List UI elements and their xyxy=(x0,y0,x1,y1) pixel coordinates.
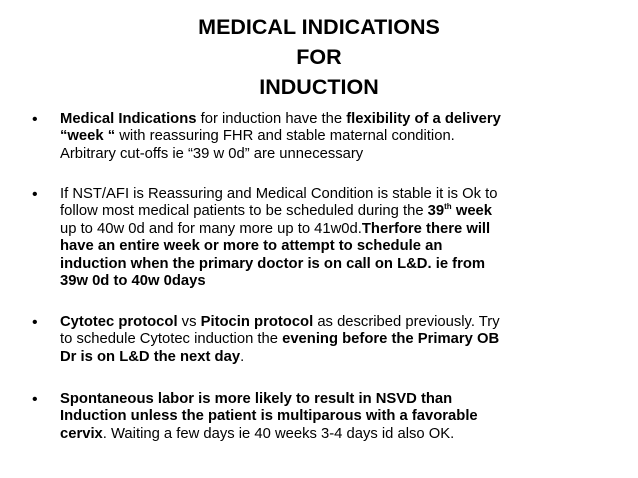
bold-text: cervix xyxy=(60,425,103,442)
bullet-dot-icon: • xyxy=(32,391,38,408)
bullet-line xyxy=(60,128,620,145)
bullet-line xyxy=(60,111,620,128)
bold-text: Pitocin protocol xyxy=(200,314,314,330)
bullet-dot-icon: • xyxy=(32,111,38,128)
text-span: If NST/AFI is Reassuring and Medical Condition is stable it is Ok to xyxy=(60,186,498,202)
text-span: vs xyxy=(177,314,201,330)
text-span: as described previously. Try xyxy=(313,314,500,330)
text-span: with reassuring FHR and stable maternal condition. xyxy=(115,128,455,145)
text-span: follow most medical patients to be scheduled during the xyxy=(60,203,428,220)
bullet-line xyxy=(60,408,620,425)
slide-title xyxy=(0,12,638,102)
bold-text: Therfore there will xyxy=(361,220,491,237)
bullet-line xyxy=(60,426,620,443)
bold-text: 39w 0d to 40w 0days xyxy=(60,273,206,290)
bullet-line xyxy=(60,146,620,163)
bullet-line xyxy=(60,256,620,273)
bold-text: flexibility of a delivery xyxy=(346,111,501,127)
title-line-2: FOR xyxy=(296,45,342,69)
bullet-item xyxy=(32,186,620,290)
bullet-item xyxy=(32,391,620,443)
bold-text: Induction unless the patient is multiparous with a favorable xyxy=(60,408,478,425)
bold-text: Dr is on L&D the next day xyxy=(60,348,241,365)
bullet-line xyxy=(60,203,620,220)
title-line-1: MEDICAL INDICATIONS xyxy=(198,15,440,39)
bullet-line xyxy=(60,238,620,255)
text-span: up to 40w 0d and for many more up to 41w0d. xyxy=(60,220,362,237)
bullet-dot-icon: • xyxy=(32,314,38,331)
bullet-line xyxy=(60,186,620,203)
bold-text: “week “ xyxy=(60,128,116,145)
bullet-line xyxy=(60,391,620,408)
text-span: th xyxy=(444,202,452,212)
bold-text: Spontaneous labor is more likely to result in NSVD than xyxy=(60,391,453,407)
bullet-line xyxy=(60,331,620,348)
text-span: Arbitrary cut-offs ie “39 w 0d” are unnecessary xyxy=(60,145,364,162)
bold-text: Medical Indications xyxy=(60,111,197,127)
bold-text: have an entire week or more to attempt to schedule an xyxy=(60,238,443,255)
bullet-line xyxy=(60,273,620,290)
bullet-item xyxy=(32,314,620,366)
bullet-dot-icon: • xyxy=(32,186,38,203)
bold-text: induction when the primary doctor is on call on L&D. ie from xyxy=(60,255,486,272)
bullet-line xyxy=(60,221,620,238)
bullet-line xyxy=(60,349,620,366)
text-span: for induction have the xyxy=(196,111,347,127)
title-line-3: INDUCTION xyxy=(259,75,379,99)
text-span: . Waiting a few days ie 40 weeks 3-4 days id also OK. xyxy=(102,425,455,442)
text-span: . xyxy=(240,348,245,365)
bold-text: Cytotec protocol xyxy=(60,314,178,330)
text-span: to schedule Cytotec induction the xyxy=(60,331,283,348)
bullet-line xyxy=(60,314,620,331)
bold-text: 39 xyxy=(427,203,445,220)
bold-text: evening before the Primary OB xyxy=(282,331,500,348)
bold-text: week xyxy=(451,203,493,220)
bullet-item xyxy=(32,111,620,163)
